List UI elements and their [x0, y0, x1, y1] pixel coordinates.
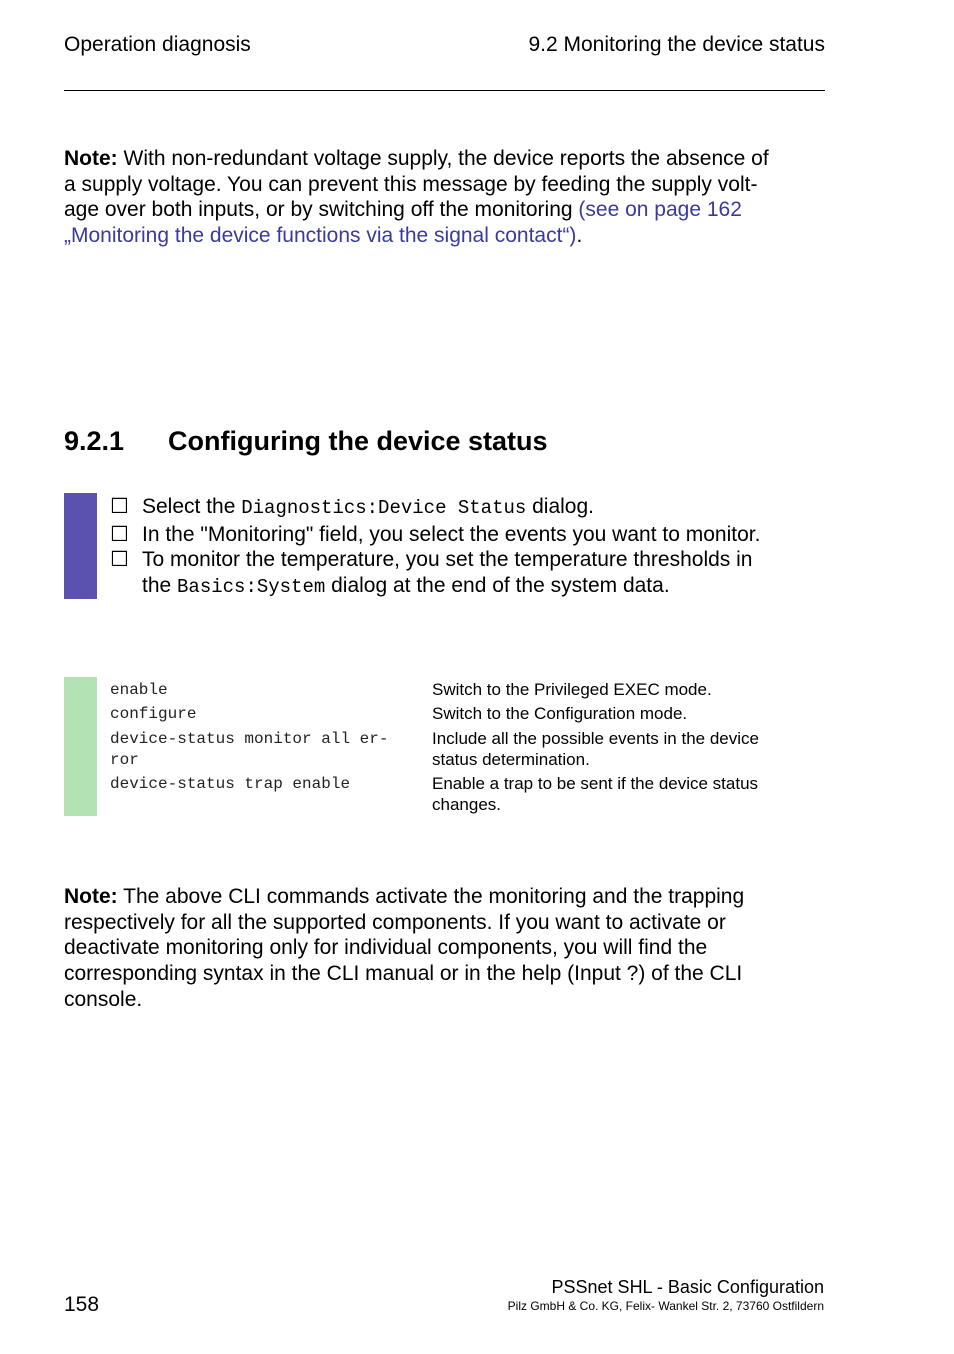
cli-description: Include all the possible events in the device status determination.: [432, 729, 759, 769]
cli-description: Enable a trap to be sent if the device status changes.: [432, 774, 759, 814]
cli-description: Switch to the Configuration mode.: [432, 704, 688, 723]
cli-command: device-status monitor all er- ror: [110, 730, 389, 769]
instruction-steps: [110, 494, 830, 601]
note-label: Note:: [64, 147, 118, 170]
section-number: 9.2.1: [64, 426, 125, 456]
instruction-bar: [64, 493, 97, 599]
header-section: 9.2 Monitoring the device status: [528, 33, 825, 56]
cli-command: configure: [110, 705, 197, 723]
step-3: ☐ To monitor the temperature, you set the temperature thresholds in: [110, 548, 753, 572]
checkbox-icon: ☐: [110, 495, 129, 518]
note-cli-commands: Note: The above CLI commands activate the monitoring and the trapping respectively for all the supported components. If you want to activate or deactivate monitoring only for individual components, you will find the corresponding syntax in the CLI manual or in the help (Input ?) of the CLI console.: [64, 885, 745, 1011]
header-chapter: Operation diagnosis: [64, 33, 251, 56]
signal-contact-link[interactable]: (see on page 162: [578, 198, 742, 222]
step-1: ☐ Select the Diagnostics:Device Status dialog.: [110, 495, 594, 519]
cli-command: enable: [110, 681, 168, 699]
note-label: Note:: [64, 885, 118, 908]
footer-title: PSSnet SHL - Basic Configuration: [551, 1277, 824, 1297]
cli-command: device-status trap enable: [110, 775, 351, 793]
step-2: ☐ In the "Monitoring" field, you select the events you want to monitor.: [110, 522, 761, 546]
cli-description: Switch to the Privileged EXEC mode.: [432, 680, 712, 699]
step-3-cont: the Basics:System dialog at the end of the system data.: [142, 574, 670, 599]
section-heading: [64, 426, 548, 457]
section-title: Configuring the device status: [168, 426, 548, 456]
checkbox-icon: ☐: [110, 548, 129, 572]
footer-address: Pilz GmbH & Co. KG, Felix- Wankel Str. 2, 73760 Ostfildern: [507, 1299, 824, 1313]
checkbox-icon: ☐: [110, 522, 129, 546]
header-rule: [64, 90, 825, 91]
note-voltage-supply: Note: With non-redundant voltage supply, the device reports the absence of a supply voltage. You can prevent this message by feeding the supply volt- age over both inputs, or by switching off the monitoring (see on page 162 „Monitoring the device functions via the signal contact“).: [64, 147, 769, 248]
cli-bar: [64, 677, 97, 816]
signal-contact-link-cont[interactable]: „Monitoring the device functions via the signal contact“): [64, 224, 577, 248]
page-number: 158: [64, 1293, 100, 1316]
